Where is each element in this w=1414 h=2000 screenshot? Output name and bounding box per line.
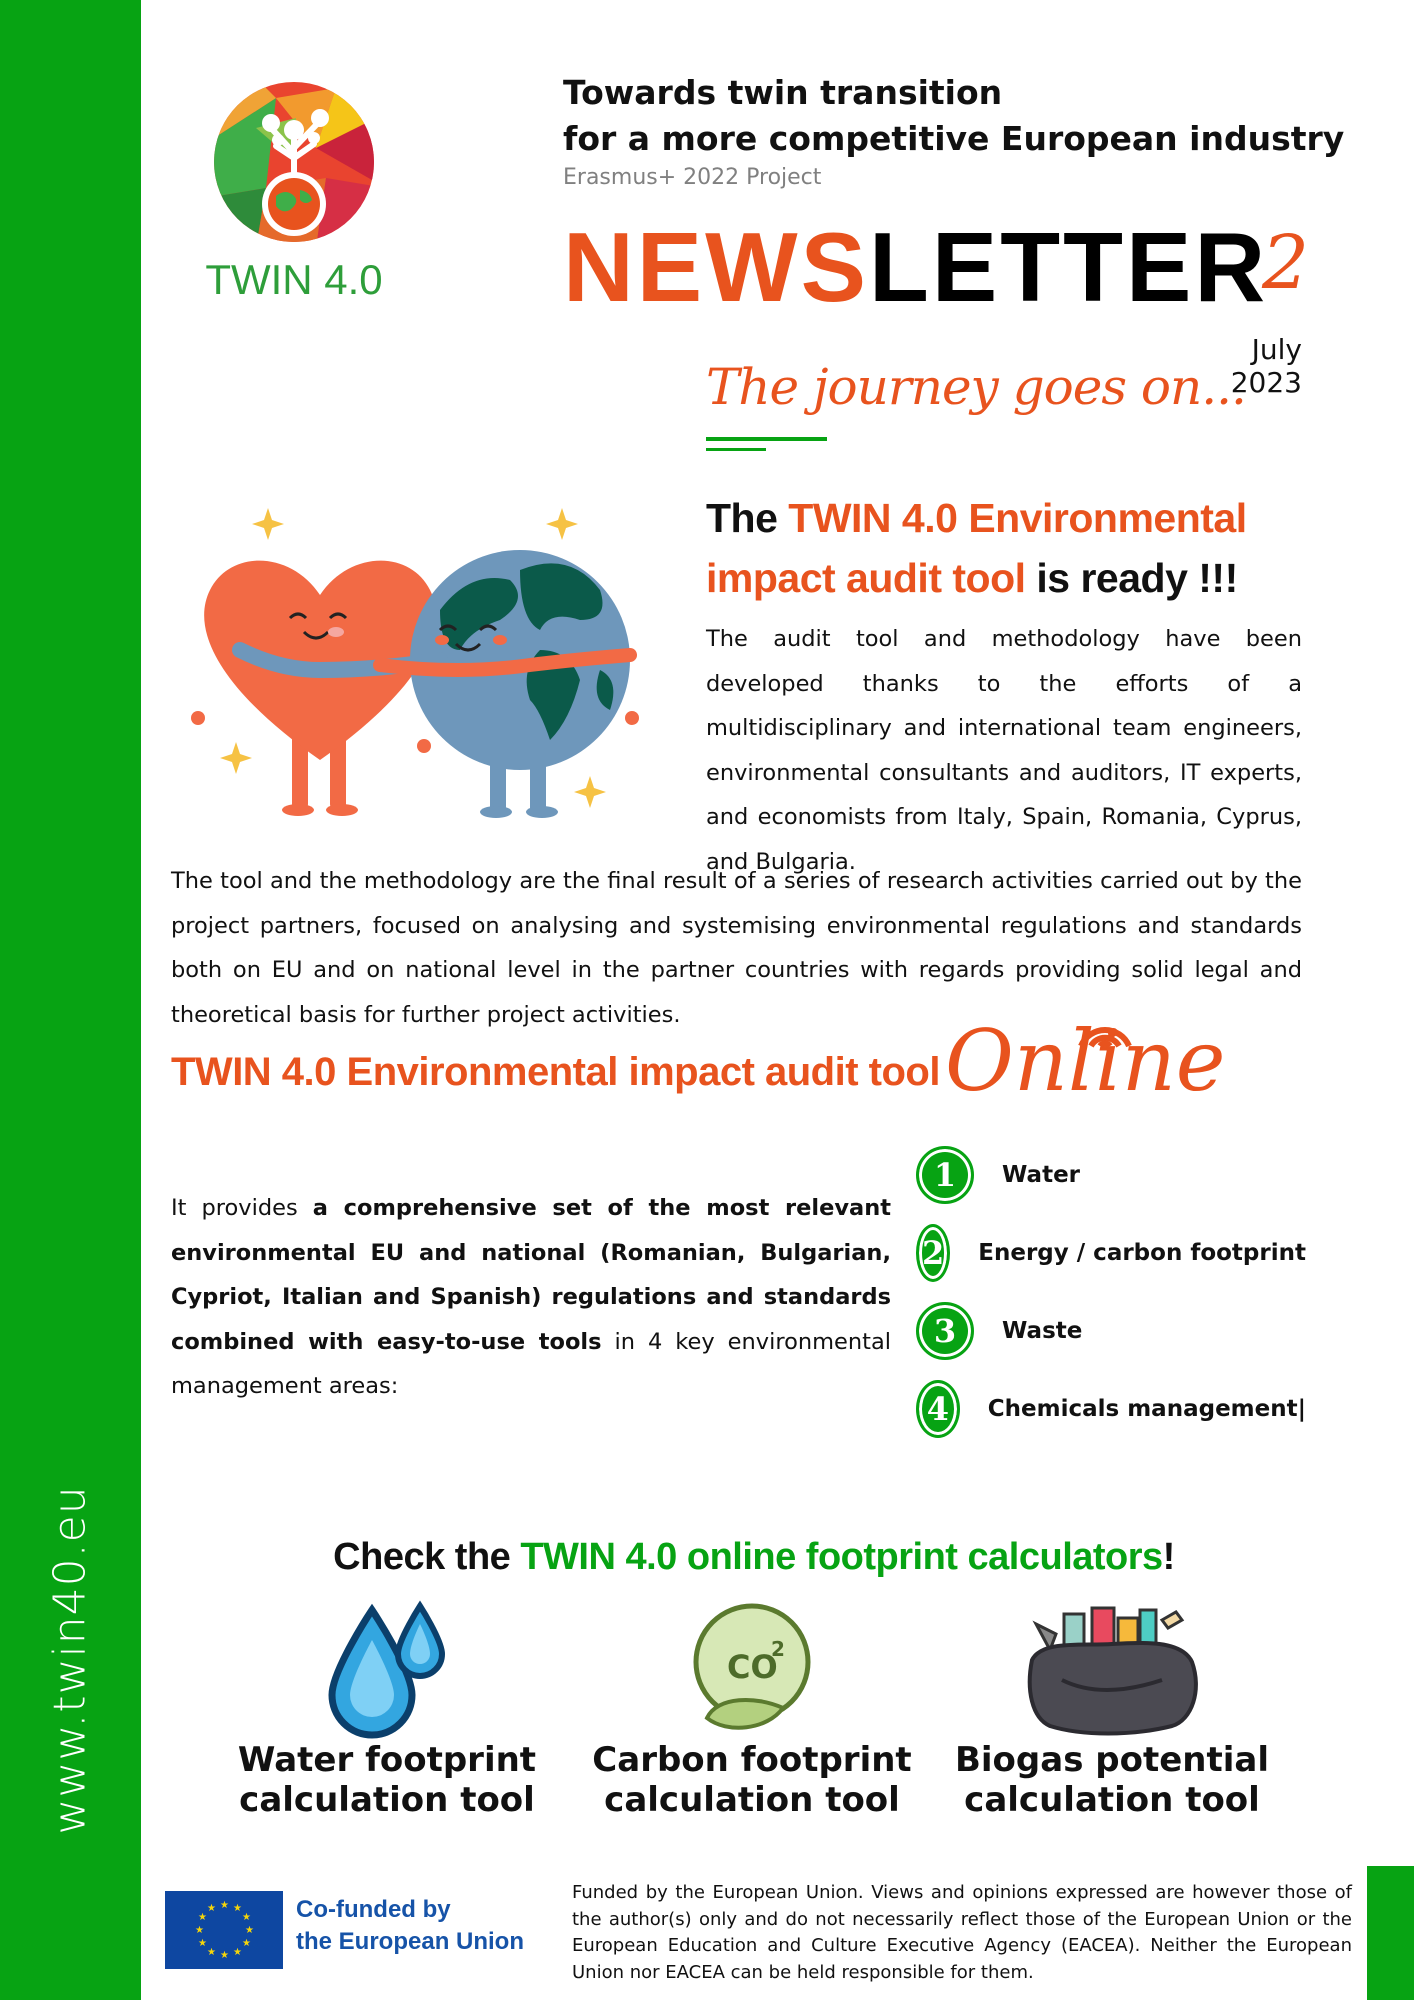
- svg-text:★: ★: [233, 1903, 242, 1914]
- intro-paragraph: The audit tool and methodology have been developed thanks to the efforts of a multidisciplinary and international team engineers, environmental consultants and auditors, IT experts, and economists from Italy, Spain, Romania, Cyprus, and Bulgaria.: [706, 626, 1302, 875]
- logo-text: TWIN 4.0: [205, 256, 383, 303]
- project-tagline: [563, 70, 1344, 162]
- provides-paragraph: [171, 1186, 891, 1409]
- newsletter-title: [563, 212, 1268, 322]
- number-badge: 3: [916, 1302, 974, 1360]
- funding-disclaimer: Funded by the European Union. Views and opinions expressed are however those of the author(s) only and do not necessarily reflect those of the European Union or the European Education and Culture Executive Agency (EACEA). Neither the European Union nor EACEA can be held responsible for them.: [572, 1882, 1352, 1983]
- eu-line-2: the European Union: [296, 1928, 524, 1955]
- provides-bold: a comprehensive set of the most relevant environmental EU and national (Romanian, Bulgarian, Cypriot, Italian and Spanish) regulations and standards combined with easy-to-use tools: [171, 1195, 892, 1355]
- newsletter-letter: LETTER: [869, 212, 1269, 322]
- body-paragraph: The tool and the methodology are the final result of a series of research activities carried out by the project partners, focused on analysing and systemising environmental regulations and standards both on EU and on national level in the partner countries with regards providing solid legal and theoretical basis for further project activities.: [171, 868, 1302, 1028]
- tagline-line-2: for a more competitive European industry: [563, 119, 1345, 158]
- journey-heading: The journey goes on...: [706, 358, 1246, 416]
- number-badge: 2: [916, 1224, 950, 1282]
- headline-highlight-2: impact audit tool: [706, 555, 1026, 601]
- area-label: Water: [1002, 1162, 1081, 1188]
- project-subtitle: Erasmus+ 2022 Project: [563, 165, 822, 190]
- carbon-footprint-tool[interactable]: [592, 1600, 912, 1820]
- svg-text:★: ★: [207, 1903, 216, 1914]
- provides-start: It provides: [171, 1195, 313, 1221]
- area-label: Waste: [1002, 1318, 1083, 1344]
- website-url[interactable]: www.twin40.eu: [44, 1485, 96, 1835]
- co2-text: CO: [727, 1648, 778, 1686]
- svg-text:★: ★: [198, 1912, 207, 1923]
- number-badge: 4: [916, 1380, 960, 1438]
- co2-leaf-icon: [687, 1600, 817, 1740]
- online-label: Online: [945, 1012, 1226, 1110]
- headline-suffix: is ready !!!: [1025, 555, 1238, 601]
- svg-text:★: ★: [242, 1938, 251, 1949]
- list-item: [916, 1299, 1306, 1363]
- list-item: [916, 1377, 1306, 1441]
- waste-bag-icon: [1022, 1600, 1202, 1740]
- co2-subscript: 2: [771, 1637, 785, 1661]
- calculators-prefix: Check the: [333, 1536, 521, 1578]
- svg-text:★: ★: [242, 1912, 251, 1923]
- water-tool-label: Water footprint calculation tool: [237, 1740, 537, 1820]
- eu-stars-icon: [165, 1891, 283, 1969]
- calculators-link[interactable]: TWIN 4.0 online footprint calculators: [520, 1536, 1163, 1578]
- eu-cofunded-label: [296, 1894, 524, 1958]
- twin-logo: [196, 78, 392, 252]
- wifi-signal-icon: [1075, 1012, 1135, 1052]
- svg-text:★: ★: [207, 1947, 216, 1958]
- heart-earth-icon: [180, 500, 650, 830]
- biogas-potential-tool[interactable]: [952, 1600, 1272, 1820]
- svg-text:★: ★: [245, 1925, 254, 1936]
- journey-underline-short: [706, 448, 766, 451]
- area-label: Energy / carbon footprint: [978, 1240, 1306, 1266]
- headline-prefix: The: [706, 495, 789, 541]
- eu-flag-icon: [165, 1891, 283, 1969]
- carbon-tool-label: Carbon footprint calculation tool: [592, 1740, 912, 1820]
- issue-number: 2: [1262, 220, 1310, 306]
- svg-text:★: ★: [198, 1938, 207, 1949]
- audit-tool-section-title: TWIN 4.0 Environmental impact audit tool: [171, 1050, 940, 1094]
- tree-globe-logo-icon: [196, 78, 392, 248]
- corner-accent-bar: [1367, 1866, 1414, 2000]
- number-badge: 1: [916, 1146, 974, 1204]
- water-drops-icon: [322, 1600, 452, 1740]
- journey-underline: [706, 437, 827, 441]
- issue-date: July 2023: [1230, 333, 1302, 399]
- svg-text:★: ★: [195, 1925, 204, 1936]
- newsletter-news: NEWS: [563, 212, 869, 322]
- main-headline: [706, 488, 1266, 608]
- tagline-line-1: Towards twin transition: [563, 73, 1003, 112]
- calculators-heading: [141, 1536, 1367, 1579]
- svg-text:★: ★: [220, 1950, 229, 1961]
- water-footprint-tool[interactable]: [227, 1600, 547, 1820]
- svg-text:★: ★: [220, 1900, 229, 1911]
- provides-end: in 4 key environmental management areas:: [171, 1328, 891, 1399]
- headline-highlight-1: TWIN 4.0 Environmental: [788, 495, 1247, 541]
- list-item: [916, 1143, 1306, 1207]
- heart-hugging-earth-illustration: [180, 500, 650, 830]
- svg-text:★: ★: [233, 1947, 242, 1958]
- calculators-suffix: !: [1162, 1536, 1175, 1578]
- list-item: [916, 1221, 1306, 1285]
- area-label: Chemicals management|: [987, 1396, 1306, 1422]
- eu-line-1: Co-funded by: [296, 1896, 451, 1923]
- biogas-tool-label: Biogas potential calculation tool: [954, 1740, 1269, 1820]
